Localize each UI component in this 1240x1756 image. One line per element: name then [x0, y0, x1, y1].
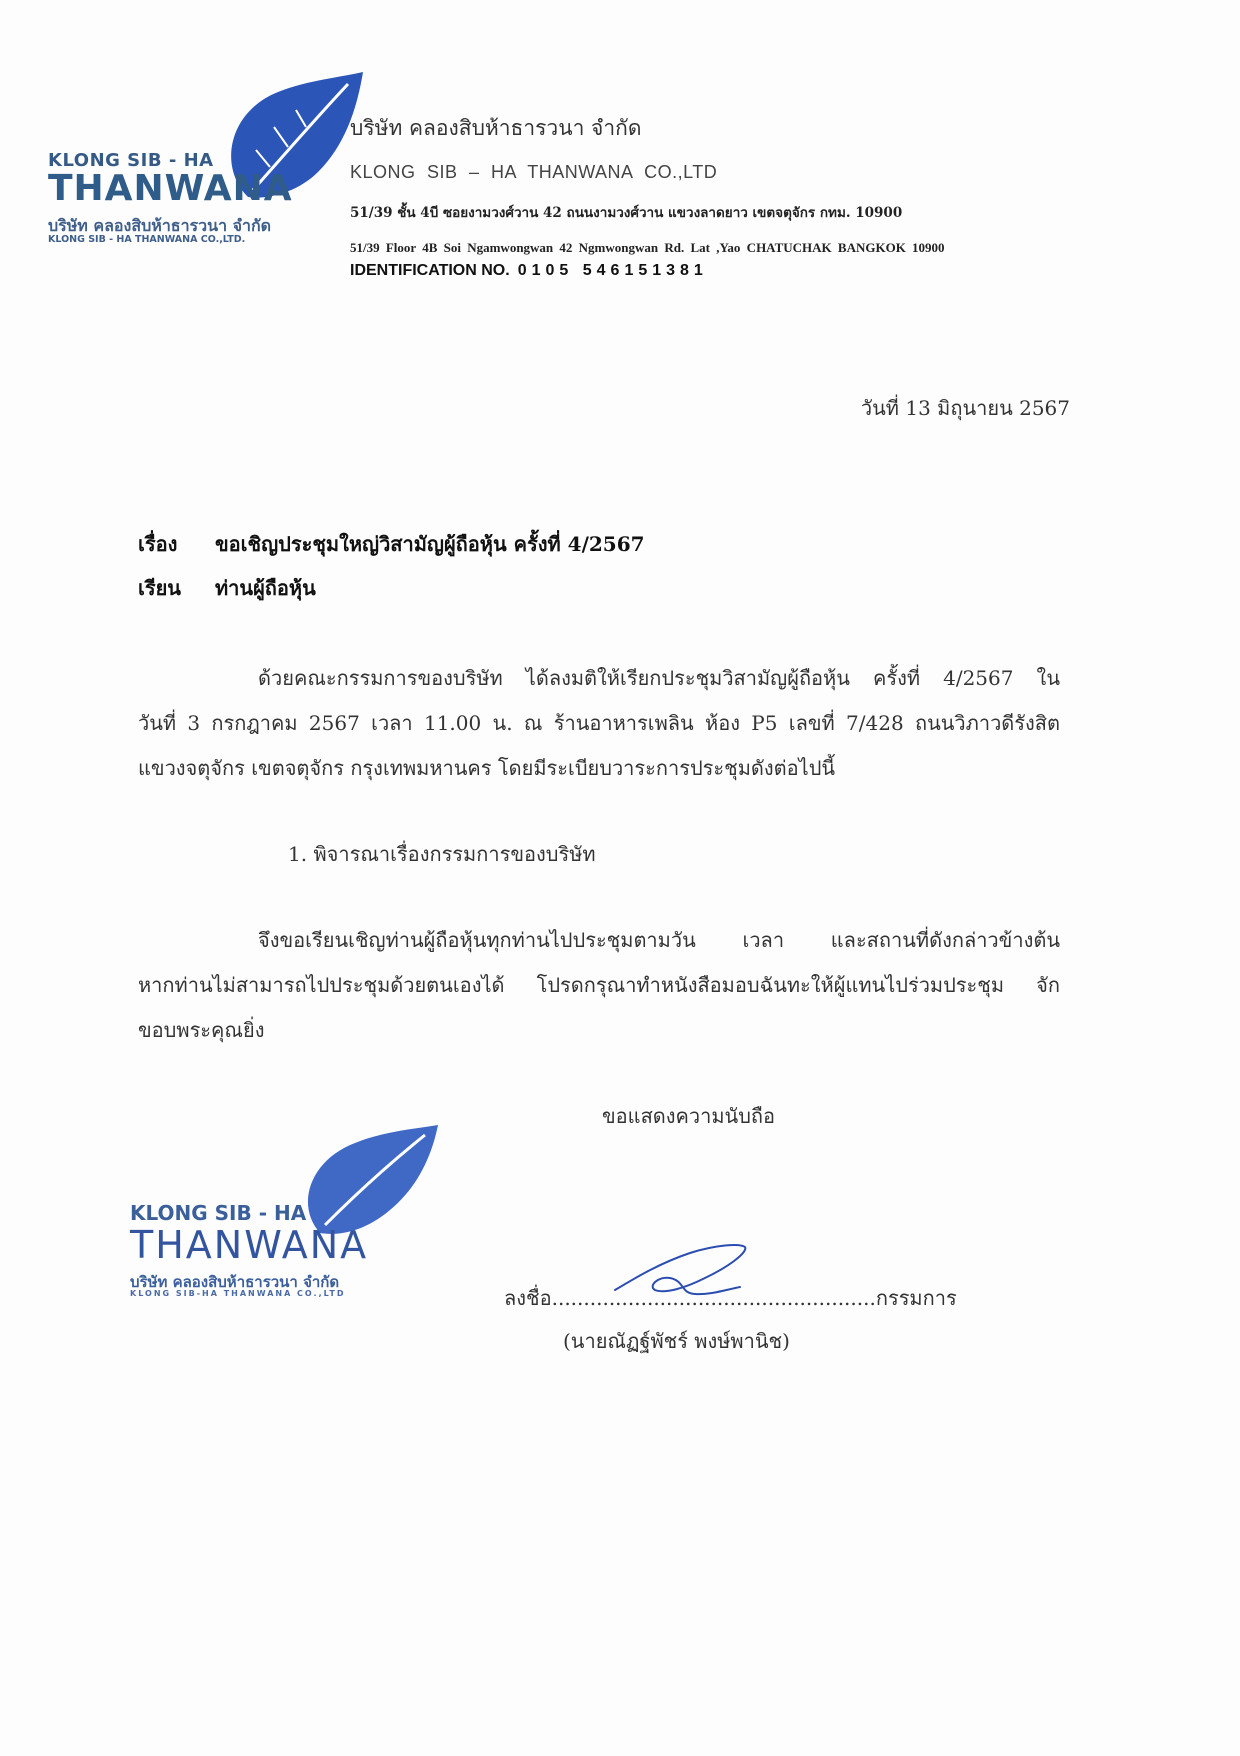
recipient-label: เรียน [138, 576, 181, 600]
signatory-name: (นายณัฏฐ์พัชร์ พงษ์พานิช) [563, 1329, 790, 1353]
company-name-english: KLONG SIB – HA THANWANA CO.,LTD [350, 162, 718, 182]
signature-line: ลงชื่อ...................................................กรรมการ [504, 1286, 957, 1310]
paragraph-2-line-2: หากท่านไม่สามารถไปประชุมด้วยตนเองได้ โปรดกรุณาทำหนังสือมอบฉันทะให้ผู้แทนไปร่วมประชุม จัก [138, 973, 1060, 997]
subject-label: เรื่อง [138, 532, 178, 556]
address-english: 51/39 Floor 4B Soi Ngamwongwan 42 Ngmwongwan Rd. Lat ,Yao CHATUCHAK BANGKOK 10900 [350, 240, 945, 255]
stamp-leaf-icon [290, 1125, 440, 1235]
id-label: IDENTIFICATION NO. [350, 262, 510, 279]
letter-date: วันที่ 13 มิถุนายน 2567 [860, 396, 1070, 420]
agenda-item-1: 1. พิจารณาเรื่องกรรมการของบริษัท [288, 842, 596, 866]
paragraph-1-line-1: ด้วยคณะกรรมการของบริษัท ได้ลงมติให้เรียกประชุมวิสามัญผู้ถือหุ้น ครั้งที่ 4/2567 ใน [258, 666, 1060, 690]
paragraph-2 [138, 918, 1060, 1053]
logo-text-line1: KLONG SIB - HA [48, 150, 214, 171]
logo-text-line3: บริษัท คลองสิบห้าธารวนา จำกัด [48, 216, 272, 235]
logo-text-line2: THANWANA [48, 168, 293, 209]
closing-phrase: ขอแสดงความนับถือ [602, 1104, 776, 1128]
stamp-text-line3: บริษัท คลองสิบห้าธารวนา จำกัด [130, 1273, 340, 1291]
identification-number [350, 262, 708, 280]
company-name-thai: บริษัท คลองสิบห้าธารวนา จำกัด [350, 116, 642, 140]
subject-row [138, 528, 645, 560]
stamp-text-line4: KLONG SIB-HA THANWANA CO.,LTD [130, 1289, 346, 1298]
company-logo [48, 70, 318, 250]
paragraph-2-line-1: จึงขอเรียนเชิญท่านผู้ถือหุ้นทุกท่านไปประชุมตามวัน เวลา และสถานที่ดังกล่าวข้างต้น [258, 928, 1060, 952]
id-value: 0105 546151381 [517, 262, 708, 279]
paragraph-1-line-3: แขวงจตุจักร เขตจตุจักร กรุงเทพมหานคร โดยมีระเบียบวาระการประชุมดังต่อไปนี้ [138, 756, 836, 780]
stamp-text-line1: KLONG SIB - HA [130, 1201, 307, 1225]
address-thai: 51/39 ชั้น 4บี ซอยงามวงศ์วาน 42 ถนนงามวงศ์วาน แขวงลาดยาว เขตจตุจักร กทม. 10900 [350, 205, 903, 221]
paragraph-1-line-2: วันที่ 3 กรกฎาคม 2567 เวลา 11.00 น. ณ ร้านอาหารเพลิน ห้อง P5 เลขที่ 7/428 ถนนวิภาวดีรังสิต [138, 711, 1060, 735]
recipient-text: ท่านผู้ถือหุ้น [215, 576, 316, 600]
paragraph-2-line-3: ขอบพระคุณยิ่ง [138, 1018, 265, 1042]
company-stamp [130, 1125, 410, 1305]
recipient-row [138, 572, 316, 604]
stamp-text-line2: THANWANA [130, 1223, 369, 1267]
logo-text-line4: KLONG SIB - HA THANWANA CO.,LTD. [48, 234, 246, 245]
paragraph-1 [138, 656, 1060, 791]
subject-text: ขอเชิญประชุมใหญ่วิสามัญผู้ถือหุ้น ครั้งที่ 4/2567 [215, 532, 645, 556]
